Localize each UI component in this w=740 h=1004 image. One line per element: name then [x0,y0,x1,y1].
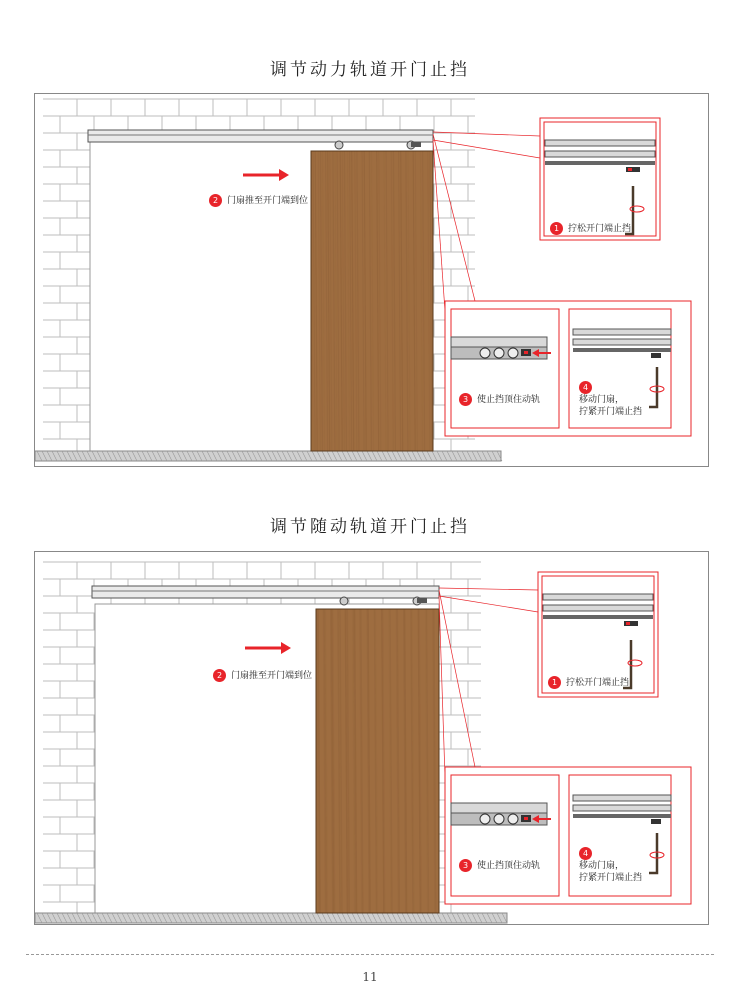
section1-title: 调节动力轨道开门止挡 [270,60,470,80]
step-number-badge: 1 [548,676,561,689]
step-text: 门扇推至开门端到位 [231,671,313,681]
step-number-badge: 3 [459,393,472,406]
step4-label [579,847,642,884]
step-number-badge: 3 [459,859,472,872]
step-text: 使止挡顶住动轨 [477,395,541,405]
step-number-badge: 2 [209,194,222,207]
section2-title: 调节随动轨道开门止挡 [270,517,470,537]
step-number-badge: 2 [213,669,226,682]
step-number-badge: 1 [550,222,563,235]
step-text: 使止挡顶住动轨 [477,861,541,871]
step2-label [209,194,308,207]
step-text: 门扇推至开门端到位 [227,196,309,206]
step-number-badge: 4 [579,847,592,860]
step1-label [548,676,629,689]
footer-divider [26,954,714,955]
step1-label [550,222,631,235]
section1-panel [34,93,709,467]
step4-line1: 移动门扇， [579,861,625,871]
step-text: 拧松开门端止挡 [566,678,630,688]
step4-line2: 拧紧开门端止挡 [579,407,643,417]
step3-label [459,859,540,872]
step4-line2: 拧紧开门端止挡 [579,873,643,883]
step4-label [579,381,642,418]
step4-line1: 移动门扇， [579,395,625,405]
page-number: 11 [362,970,378,984]
step2-label [213,669,312,682]
step-number-badge: 4 [579,381,592,394]
section2-panel [34,551,709,925]
step-text: 拧松开门端止挡 [568,224,632,234]
step3-label [459,393,540,406]
